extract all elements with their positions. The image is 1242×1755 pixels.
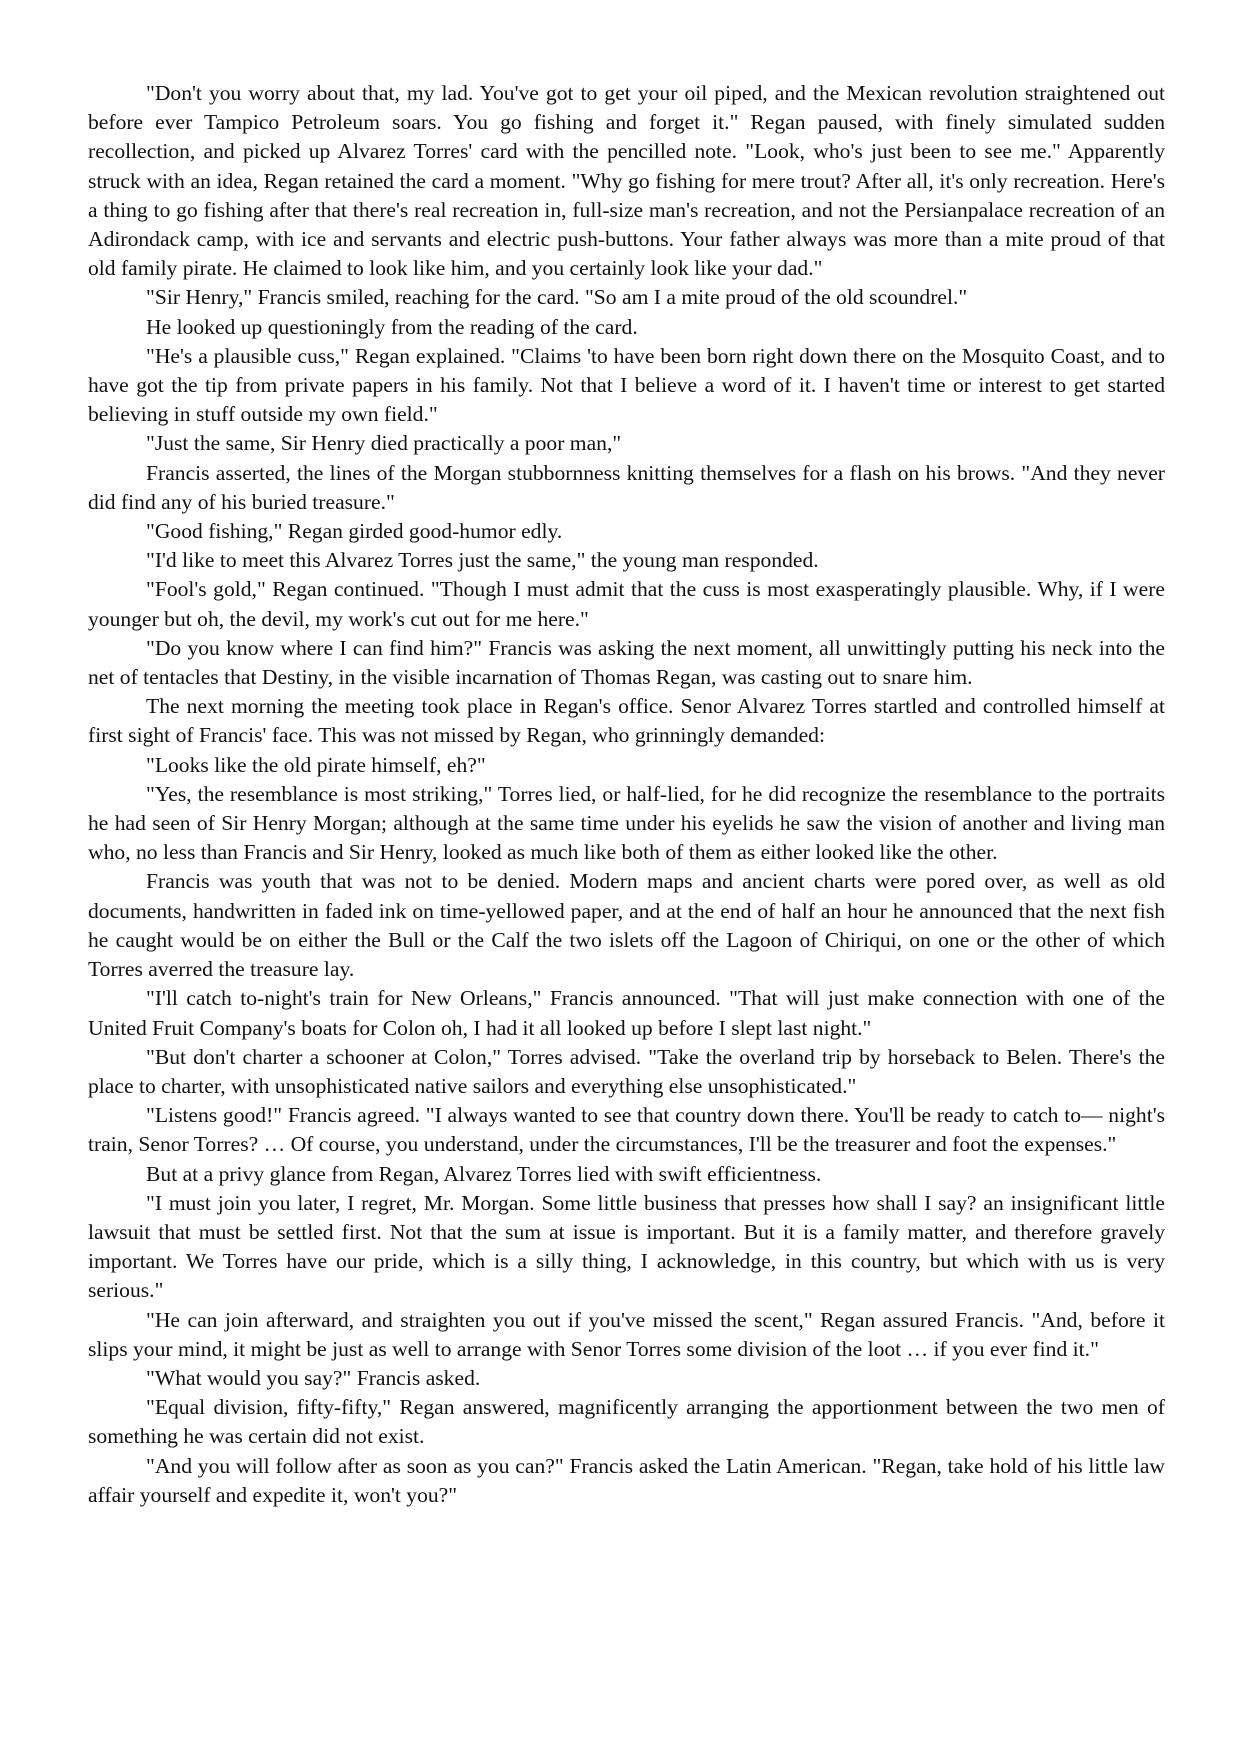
paragraph: "Do you know where I can find him?" Francis was asking the next moment, all unwittingly putting his neck into the net of tentacles that Destiny, in the visible incarnation of Thomas Regan, was casting out to snare him.: [88, 635, 1165, 690]
paragraph: "I must join you later, I regret, Mr. Morgan. Some little business that presses how shall I say? an insignificant little lawsuit that must be settled first. Not that the sum at issue is important. But it is a family matter, and therefore gravely important. We Torres have our pride, which is a silly thing, I acknowledge, in this country, but which with us is very serious.": [88, 1190, 1165, 1303]
paragraph: "Yes, the resemblance is most striking," Torres lied, or half-lied, for he did recognize the resemblance to the portraits he had seen of Sir Henry Morgan; although at the same time under his eyelids he saw the vision of another and living man who, no less than Francis and Sir Henry, looked as much like both of them as either looked like the other.: [88, 781, 1165, 865]
paragraph: The next morning the meeting took place in Regan's office. Senor Alvarez Torres startled and controlled himself at first sight of Francis' face. This was not missed by Regan, who grinningly demanded:: [88, 694, 1165, 748]
paragraph: "Don't you worry about that, my lad. You've got to get your oil piped, and the Mexican revolution straightened out before ever Tampico Petroleum soars. You go fishing and forget it." Regan paused, with finely simulated sudden recollection, and picked up Alvarez Torres' card with the pencilled note. "Look, who's just been to see me." Apparently struck with an idea, Regan retained the card a moment. "Why go fishing for mere trout? After all, it's only recreation. Here's a thing to go fishing after that there's real recreation in, full-size man's recreation, and not the Persianpalace recreation of an Adirondack camp, with ice and servants and electric push-buttons. Your father always was more than a mite proud of that old family pirate. He claimed to look like him, and you certainly look like your dad.": [88, 81, 1165, 281]
paragraph: Francis was youth that was not to be denied. Modern maps and ancient charts were pored over, as well as old documents, handwritten in faded ink on time-yellowed paper, and at the end of half an hour he announced that the next fish he caught would be on either the Bull or the Calf the two islets off the Lagoon of Chiriqui, on one or the other of which Torres averred the treasure lay.: [88, 869, 1165, 982]
paragraph: Francis asserted, the lines of the Morgan stubbornness knitting themselves for a flash on his brows. "And they never did find any of his buried treasure.": [88, 460, 1165, 514]
paragraph: "Good fishing," Regan girded good-humor edly.: [146, 519, 563, 544]
paragraph: But at a privy glance from Regan, Alvarez Torres lied with swift efficientness.: [146, 1161, 822, 1186]
paragraph: "Equal division, fifty-fifty," Regan answered, magnificently arranging the apportionment between the two men of something he was certain did not exist.: [88, 1395, 1165, 1449]
paragraph: "He's a plausible cuss," Regan explained. "Claims 'to have been born right down there on the Mosquito Coast, and to have got the tip from private papers in his family. Not that I believe a word of it. I haven't time or interest to get started believing in stuff outside my own field.": [88, 343, 1165, 427]
paragraph: "Looks like the old pirate himself, eh?": [146, 752, 486, 777]
paragraph: "Fool's gold," Regan continued. "Though I must admit that the cuss is most exasperatingly plausible. Why, if I were younger but oh, the devil, my work's cut out for me here.": [88, 577, 1165, 631]
paragraph: "He can join afterward, and straighten you out if you've missed the scent," Regan assured Francis. "And, before it slips your mind, it might be just as well to arrange with Senor Torres some division of the loot … if you ever find it.": [88, 1307, 1165, 1361]
paragraph: "Listens good!" Francis agreed. "I always wanted to see that country down there. You'll be ready to catch to— night's train, Senor Torres? … Of course, you understand, under the circumstances, I'll be the treasurer and foot the expenses.": [88, 1103, 1165, 1157]
paragraph: "And you will follow after as soon as you can?" Francis asked the Latin American. "Regan, take hold of his little law affair yourself and expedite it, won't you?": [88, 1453, 1165, 1507]
paragraph: "I'll catch to-night's train for New Orleans," Francis announced. "That will just make connection with one of the United Fruit Company's boats for Colon oh, I had it all looked up before I slept last night.": [88, 986, 1165, 1040]
paragraph: He looked up questioningly from the reading of the card.: [146, 314, 638, 339]
paragraph: "I'd like to meet this Alvarez Torres just the same," the young man responded.: [146, 548, 819, 573]
paragraph: "What would you say?" Francis asked.: [146, 1365, 481, 1390]
paragraph: "Sir Henry," Francis smiled, reaching for the card. "So am I a mite proud of the old scoundrel.": [146, 285, 968, 310]
page-text: [88, 79, 1165, 1510]
paragraph: "Just the same, Sir Henry died practically a poor man,": [146, 431, 622, 456]
paragraph: "But don't charter a schooner at Colon," Torres advised. "Take the overland trip by horseback to Belen. There's the place to charter, with unsophisticated native sailors and everything else unsophisticated.": [88, 1044, 1165, 1098]
